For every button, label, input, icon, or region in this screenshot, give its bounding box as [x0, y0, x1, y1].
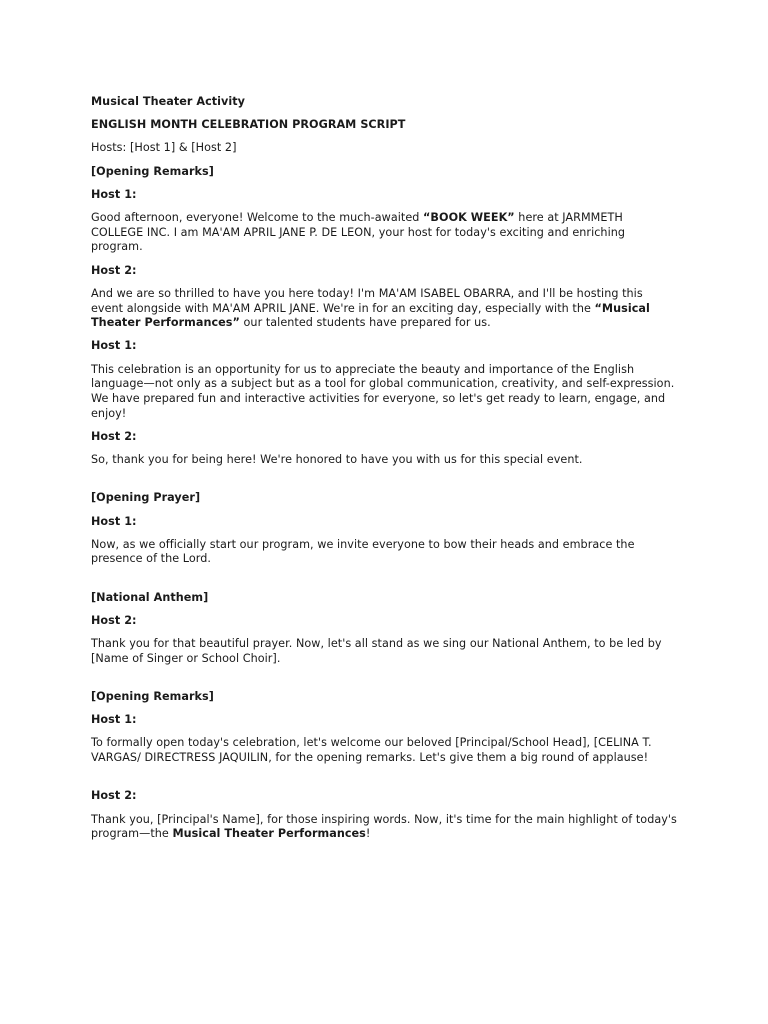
speech-paragraph: And we are so thrilled to have you here today! I'm MA'AM ISABEL OBARRA, and I'll be hosting this event alongside with MA'AM APRIL JANE. We're in for an exciting day, especially with the “Musical Theater Performances” our talented students have prepared for us.: [91, 286, 650, 330]
section-heading-opening-remarks: [Opening Remarks]: [91, 164, 214, 178]
speech-paragraph: Now, as we officially start our program, we invite everyone to bow their heads and embrace the presence of the Lord.: [91, 537, 635, 566]
speaker-label: Host 1:: [91, 339, 137, 353]
speaker-label: Host 2:: [91, 263, 137, 277]
section-heading-national-anthem: [National Anthem]: [91, 590, 209, 604]
document-subtitle: ENGLISH MONTH CELEBRATION PROGRAM SCRIPT: [91, 118, 406, 132]
speaker-label: Host 2:: [91, 613, 137, 627]
document-title: Musical Theater Activity: [91, 95, 246, 108]
hosts-line: Hosts: [Host 1] & [Host 2]: [91, 141, 237, 155]
section-heading-opening-remarks-2: [Opening Remarks]: [91, 689, 214, 703]
speech-paragraph: Thank you, [Principal's Name], for those inspiring words. Now, it's time for the main highlight of today's program—the Musical Theater Performances!: [91, 812, 677, 841]
speaker-label: Host 1:: [91, 514, 137, 528]
speaker-label: Host 2:: [91, 789, 137, 803]
speech-paragraph: Thank you for that beautiful prayer. Now, let's all stand as we sing our National Anthem, to be led by [Name of Singer or School Choir].: [91, 637, 662, 665]
speech-paragraph: To formally open today's celebration, let's welcome our beloved [Principal/School Head], [CELINA T. VARGAS/ DIRECTRESS JAQUILIN, for the opening remarks. Let's give them a big round of applause!: [91, 736, 652, 765]
speech-paragraph: So, thank you for being here! We're honored to have you with us for this special event.: [91, 453, 583, 467]
speaker-label: Host 1:: [91, 187, 137, 201]
section-heading-opening-prayer: [Opening Prayer]: [91, 491, 201, 505]
speaker-label: Host 2:: [91, 429, 137, 443]
speech-paragraph: This celebration is an opportunity for us to appreciate the beauty and importance of the English language—not only as a subject but as a tool for global communication, creativity, and self-expression. We have prepared fun and interactive activities for everyone, so let's get ready to learn, engage, and enjoy!: [91, 362, 675, 420]
speaker-label: Host 1:: [91, 713, 137, 727]
speech-paragraph: Good afternoon, everyone! Welcome to the much-awaited “BOOK WEEK” here at JARMMETH COLLEGE INC. I am MA'AM APRIL JANE P. DE LEON, your host for today's exciting and enriching program.: [91, 211, 626, 254]
